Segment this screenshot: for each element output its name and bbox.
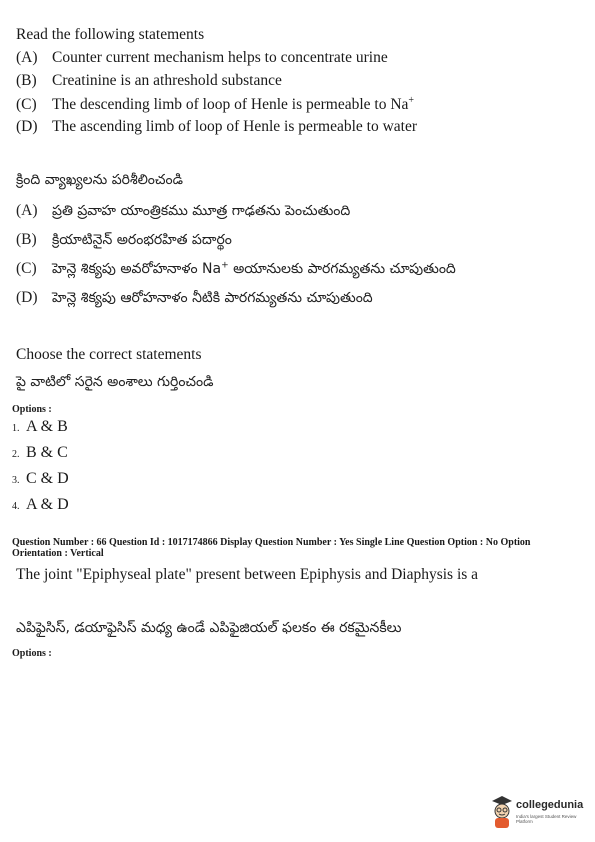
option-2[interactable]	[12, 444, 68, 462]
option-text: B & C	[26, 444, 68, 461]
q1-statement-b-en	[16, 72, 282, 90]
option-number: 3.	[12, 475, 20, 486]
q1-options-label: Options :	[12, 404, 52, 415]
statement-text: The ascending limb of loop of Henle is permeable to water	[52, 118, 417, 135]
graduate-mascot-icon	[490, 795, 514, 829]
q1-intro-en: Read the following statements	[16, 26, 205, 43]
option-number: 1.	[12, 423, 20, 434]
statement-label: (C)	[16, 260, 37, 277]
option-text: A & D	[26, 496, 69, 513]
statement-label: (B)	[16, 72, 37, 89]
statement-label: (B)	[16, 231, 37, 248]
statement-label: (C)	[16, 96, 37, 114]
q1-statement-a-te	[16, 202, 350, 222]
q2-question-te: ఎపిఫైసిస్, డయాఫైసిస్ మధ్య ఉండే ఎపిఫైజియల్ ఫలకం ఈ రకమైనకీలు	[16, 620, 402, 636]
q1-choose-te: పై వాటిలో సరైన అంశాలు గుర్తించండి	[16, 374, 214, 390]
collegedunia-logo	[490, 795, 585, 835]
q1-statement-c-en	[16, 95, 414, 114]
statement-text: The descending limb of loop of Henle is permeable to Na	[52, 96, 409, 114]
statement-text: Counter current mechanism helps to concentrate urine	[52, 49, 388, 66]
superscript-plus: +	[221, 260, 229, 271]
logo-tagline: India's largest Student Review Platform	[516, 814, 577, 824]
statement-text: క్రియాటినైన్ అరంభరహిత పదార్థం	[52, 232, 232, 248]
option-3[interactable]	[12, 470, 69, 488]
q1-choose-en: Choose the correct statements	[16, 346, 202, 363]
statement-label: (A)	[16, 202, 38, 219]
logo-name: collegedunia	[516, 799, 584, 811]
q1-intro-te: క్రింది వ్యాఖ్యలను పరిశీలించండి	[16, 172, 184, 188]
q2-question-en: The joint "Epiphyseal plate" present between Epiphysis and Diaphysis is a	[16, 566, 479, 583]
option-number: 2.	[12, 449, 20, 460]
statement-text-after: అయానులకు పారగమ్యతను చూపుతుంది	[228, 261, 456, 277]
q1-statement-a-en	[16, 49, 388, 67]
option-4[interactable]	[12, 496, 69, 514]
option-number: 4.	[12, 501, 20, 512]
option-text: A & B	[26, 418, 68, 435]
statement-text: హెన్లె శిక్యపు అవరోహనాళం Na	[52, 261, 222, 277]
q1-statement-d-te	[16, 289, 373, 309]
option-1[interactable]	[12, 418, 68, 436]
statement-text: హెన్లె శిక్యపు ఆరోహనాళం నీటికి పారగమ్యతను చూపుతుంది	[52, 290, 373, 306]
q2-options-label: Options :	[12, 648, 52, 659]
statement-label: (D)	[16, 118, 38, 135]
statement-label: (D)	[16, 289, 38, 306]
q2-meta-line1: Question Number : 66 Question Id : 1017174866 Display Question Number : Yes Single Line Question Option : No Option	[12, 537, 531, 548]
statement-label: (A)	[16, 49, 38, 66]
q1-statement-b-te	[16, 231, 232, 251]
q1-statement-c-te	[16, 260, 456, 280]
q2-meta-line2: Orientation : Vertical	[12, 548, 104, 559]
superscript-plus: +	[408, 95, 415, 106]
statement-text: Creatinine is an athreshold substance	[52, 72, 282, 89]
q1-statement-d-en	[16, 118, 417, 136]
option-text: C & D	[26, 470, 69, 487]
statement-text: ప్రతి ప్రవాహ యాంత్రికము మూత్ర గాఢతను పెంచుతుంది	[52, 203, 351, 219]
